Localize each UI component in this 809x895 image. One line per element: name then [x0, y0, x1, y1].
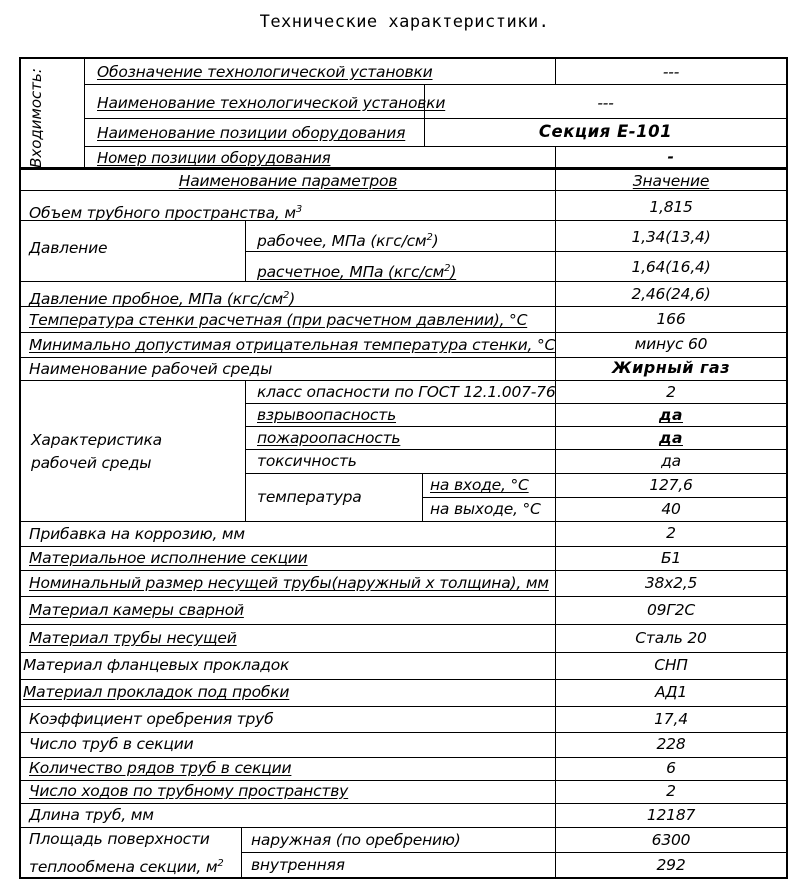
hline: [19, 827, 786, 828]
param-value: да: [659, 406, 683, 424]
param-label: Наименование рабочей среды: [29, 360, 273, 378]
param-label: Материальное исполнение секции: [29, 549, 308, 567]
hline: [19, 521, 786, 522]
param-sub-label: класс опасности по ГОСТ 12.1.007-76: [257, 383, 556, 401]
param-label: Минимально допустимая отрицательная температура стенки, °С: [29, 336, 556, 354]
hline: [245, 473, 786, 474]
param-value: 2: [666, 524, 676, 542]
param-value: Б1: [660, 549, 682, 567]
page-title: Технические характеристики.: [259, 12, 550, 32]
param-value: 2,46(24,6): [631, 285, 711, 303]
hline: [84, 146, 786, 147]
param-label: Давление: [29, 239, 108, 257]
param-label: теплообмена секции, $м^2$: [29, 858, 224, 877]
param-value: 1,815: [649, 198, 693, 216]
hline: [245, 403, 786, 404]
param-value: 40: [661, 500, 681, 518]
frame-right: [786, 57, 788, 879]
param-value: 2: [666, 383, 676, 401]
param-label: Материал трубы несущей: [29, 629, 237, 647]
param-value: 292: [656, 856, 686, 874]
param-value: 1,64(16,4): [631, 258, 711, 276]
param-value: да: [659, 429, 683, 447]
hline: [19, 596, 786, 597]
vline: [241, 827, 242, 877]
param-value: СНП: [654, 656, 688, 674]
column-header-name: Наименование параметров: [178, 172, 398, 190]
hline: [84, 84, 786, 85]
hline: [241, 852, 786, 853]
hline: [422, 497, 786, 498]
frame-bottom: [19, 877, 788, 879]
param-value: 2: [666, 782, 676, 800]
param-label: Характеристика: [31, 431, 162, 449]
equipment-position-value: Секция Е-101: [538, 122, 673, 141]
param-value: 166: [656, 310, 686, 328]
param-label: Давление пробное, МПа $(кгс/см^2)$: [29, 290, 296, 309]
param-value: 228: [656, 735, 686, 753]
vline: [422, 473, 423, 521]
param-sub-label: расчетное, МПа $(кгс/см^2)$: [257, 263, 457, 282]
param-sub-label: токсичность: [257, 452, 357, 470]
header-value: ---: [662, 63, 680, 81]
param-label: Материал прокладок под пробки: [23, 683, 290, 701]
header-label: Наименование позиции оборудования: [97, 124, 406, 142]
hline: [19, 332, 786, 333]
param-sub-label: на входе, °С: [430, 476, 529, 494]
side-divider: [84, 57, 85, 167]
param-label: Материал фланцевых прокладок: [23, 656, 290, 674]
param-value: минус 60: [634, 335, 708, 353]
column-header-value: Значение: [632, 172, 710, 190]
param-value: Сталь 20: [635, 629, 707, 647]
hline: [19, 780, 786, 781]
param-label: Количество рядов труб в секции: [29, 759, 292, 777]
header-label: Номер позиции оборудования: [97, 149, 331, 167]
hline: [19, 190, 786, 191]
param-sub-label: рабочее, МПа $(кгс/см^2)$: [257, 232, 439, 251]
hline: [19, 570, 786, 571]
param-label: Длина труб, мм: [29, 806, 154, 824]
header-value: -: [667, 148, 675, 166]
frame-top: [19, 57, 788, 59]
param-label: Площадь поверхности: [29, 830, 210, 848]
param-label: рабочей среды: [31, 454, 152, 472]
header-label: Наименование технологической установки: [97, 94, 446, 112]
param-value: 38х2,5: [644, 574, 698, 592]
param-label: Прибавка на коррозию, мм: [29, 525, 245, 543]
hline: [19, 679, 786, 680]
hline: [245, 426, 786, 427]
hline: [19, 706, 786, 707]
param-sub-label: взрывоопасность: [257, 406, 397, 424]
hline: [19, 380, 786, 381]
param-sub-label: внутренняя: [251, 856, 345, 874]
param-sub-label: наружная (по оребрению): [251, 831, 461, 849]
param-sub-label: на выходе, °С: [430, 500, 541, 518]
param-value: да: [661, 452, 681, 470]
header-separator: [19, 167, 788, 170]
param-value: 6300: [651, 831, 691, 849]
hline: [19, 546, 786, 547]
param-value: 09Г2С: [646, 601, 696, 619]
param-label: Температура стенки расчетная (при расчетном давлении), °С: [29, 311, 528, 329]
header-value: ---: [597, 94, 614, 112]
param-label: Объем трубного пространства, $м^3$: [29, 204, 303, 223]
hline: [19, 652, 786, 653]
param-label: Коэффициент оребрения труб: [29, 710, 274, 728]
param-value: 127,6: [649, 476, 693, 494]
param-label: Число ходов по трубному пространству: [29, 782, 349, 800]
param-value: 12187: [646, 806, 696, 824]
hline: [19, 803, 786, 804]
hline: [19, 732, 786, 733]
side-label: Входимость:: [27, 68, 45, 168]
hline: [245, 251, 786, 252]
spec-table: [19, 57, 788, 879]
param-label: Номинальный размер несущей трубы(наружный х толщина), мм: [29, 574, 549, 592]
vline: [245, 220, 246, 281]
hline: [19, 757, 786, 758]
hline: [19, 624, 786, 625]
param-value: 17,4: [654, 710, 688, 728]
hline: [84, 118, 786, 119]
medium-value: Жирный газ: [611, 358, 730, 377]
param-sub-label: пожароопасность: [257, 429, 401, 447]
param-value: 6: [666, 759, 676, 777]
hline: [245, 449, 786, 450]
param-label: Число труб в секции: [29, 735, 194, 753]
param-sub-label: температура: [257, 488, 362, 506]
vline: [245, 380, 246, 521]
header-label: Обозначение технологической установки: [97, 63, 433, 81]
param-value: АД1: [655, 683, 687, 701]
param-value: 1,34(13,4): [631, 228, 711, 246]
param-label: Материал камеры сварной: [29, 601, 244, 619]
